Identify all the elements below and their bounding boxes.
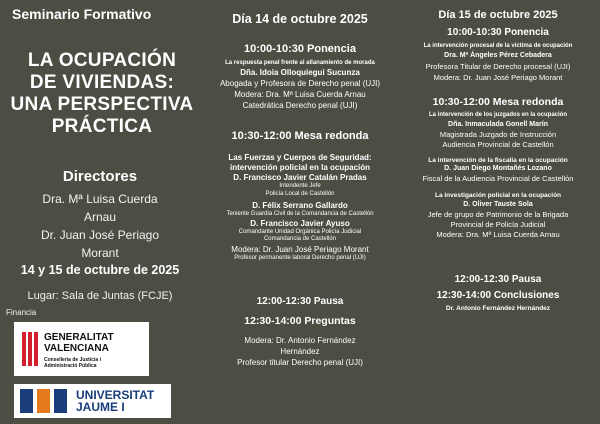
speaker-name: D. Juan Diego Montañés Lozano xyxy=(444,165,552,172)
title-line: DE VIVIENDAS: xyxy=(29,72,175,93)
uji-name-line: UNIVERSITAT xyxy=(76,388,155,402)
speaker-name: Dña. Inmaculada Gonell Marín xyxy=(448,120,548,128)
speaker-role: Intendente Jefe xyxy=(279,183,321,189)
moderator-name: Hernández xyxy=(280,347,320,356)
director-line: Dra. Mª Luisa Cuerda xyxy=(42,192,158,206)
moderator-name: Modera: Dr. Juan José Periago Morant xyxy=(231,244,369,254)
moderator-name: Modera: Dr. Antonio Fernández xyxy=(244,336,356,345)
seminar-label: Seminario Formativo xyxy=(12,6,152,22)
directors-list xyxy=(10,190,190,262)
day14-session1 xyxy=(204,43,396,111)
speaker-name: D. Félix Serrano Gallardo xyxy=(252,201,348,210)
director-line: Morant xyxy=(81,246,119,260)
gva-name-line: VALENCIANA xyxy=(44,343,109,354)
session-time: 12:00-12:30 Pausa xyxy=(454,274,542,285)
day15-session2 xyxy=(398,96,598,240)
session-time: 12:30-14:00 Conclusiones xyxy=(436,290,560,301)
title-line: LA OCUPACIÓN xyxy=(27,50,177,71)
talk-title: La respuesta penal frente al allanamiento de morada xyxy=(225,60,375,66)
talk-title: La intervención procesal de la víctima de ocupación xyxy=(423,43,573,49)
event-dates: 14 y 15 de octubre de 2025 xyxy=(20,263,180,277)
speaker-role: Profesora Titular de Derecho procesal (UJI) xyxy=(425,61,571,71)
moderator-name: Modera: Dr. Juan José Periago Morant xyxy=(433,72,563,82)
session-time: 10:30-12:00 Mesa redonda xyxy=(432,96,564,108)
gva-flag-icon xyxy=(22,332,38,366)
day15-header xyxy=(398,9,598,21)
uji-name-line: JAUME I xyxy=(76,400,125,414)
speaker-role: Magistrada Juzgado de Instrucción xyxy=(439,129,557,139)
speaker-role: Abogada y Profesora de Derecho penal (UJI) xyxy=(219,78,381,88)
event-location: Lugar: Sala de Juntas (FCJE) xyxy=(27,290,173,302)
speaker-role: Comandante Unidad Orgánica Policía Judicial xyxy=(238,228,362,235)
speaker-role: Audiencia Provincial de Castellón xyxy=(442,139,554,149)
day14-closing xyxy=(204,296,396,368)
directors-heading: Directores xyxy=(62,168,138,185)
panel-talk-title: La intervención de la fiscalía en la ocupación xyxy=(428,156,568,164)
session-time: 10:00-10:30 Ponencia xyxy=(244,43,356,55)
day15-header-text: Día 15 de octubre 2025 xyxy=(438,9,558,21)
session-time: 10:00-10:30 Ponencia xyxy=(447,27,549,38)
gva-dept-line: Conselleria de Justícia i xyxy=(44,357,101,363)
day14-header-text: Día 14 de octubre 2025 xyxy=(232,12,368,26)
session-time: 12:00-12:30 Pausa xyxy=(256,296,344,307)
uji-logo xyxy=(14,384,171,418)
speaker-role: Jefe de grupo de Patrimonio de la Brigada xyxy=(427,209,569,219)
speaker-role: Policía Local de Castellón xyxy=(265,190,335,197)
speaker-name: D. Francisco Javier Catalán Pradas xyxy=(233,173,367,182)
session-time: 10:30-12:00 Mesa redonda xyxy=(231,130,369,142)
event-title xyxy=(4,50,200,138)
moderator-name: Modera: Dra. Mª Luisa Cuerda Arnau xyxy=(234,89,366,99)
session-time: 12:30-14:00 Preguntas xyxy=(244,315,356,327)
director-line: Arnau xyxy=(83,210,117,224)
panel-talk-title: La intervención de los juzgados en la ocupación xyxy=(428,112,568,118)
moderator-name: Modera: Dra. Mª Luisa Cuerda Arnau xyxy=(436,229,560,239)
gva-name-line: GENERALITAT xyxy=(44,332,114,343)
day15-session1 xyxy=(398,27,598,83)
moderator-role: Catedrática Derecho penal (UJI) xyxy=(242,100,358,110)
generalitat-logo xyxy=(14,322,149,376)
speaker-role: Fiscal de la Audiencia Provincial de Castellón xyxy=(422,174,574,183)
panel-title: intervención policial en la ocupación xyxy=(229,163,371,172)
day14-session2 xyxy=(204,130,396,262)
speaker-role: Provincial de Policía Judicial xyxy=(450,219,546,229)
speaker-role: Comandancia de Castellón xyxy=(263,236,337,242)
uji-mark-icon xyxy=(20,389,68,413)
day15-closing xyxy=(398,274,598,313)
speaker-name: Dña. Idoia Olloquiegui Sucunza xyxy=(240,67,360,77)
title-line: UNA PERSPECTIVA xyxy=(10,94,194,115)
speaker-name: Dr. Antonio Fernández Hernández xyxy=(445,305,551,312)
gva-dept-line: Administració Pública xyxy=(44,363,97,369)
funding-label: Financia xyxy=(6,308,37,317)
day14-header xyxy=(204,12,396,26)
moderator-role: Profesor titular Derecho penal (UJI) xyxy=(237,358,363,367)
panel-talk-title: La investigación policial en la ocupación xyxy=(434,192,562,199)
speaker-name: D. Oliver Tauste Sola xyxy=(463,200,533,208)
director-line: Dr. Juan José Periago xyxy=(40,228,160,242)
moderator-role: Profesor permanente laboral Derecho penal (UJI) xyxy=(234,254,366,261)
title-line: PRÁCTICA xyxy=(51,116,153,137)
panel-title: Las Fuerzas y Cuerpos de Seguridad: xyxy=(228,153,372,162)
speaker-name: Dra. Mª Ángeles Pérez Cebadera xyxy=(444,51,552,59)
speaker-role: Teniente Guardia Civil de la Comandancia de Castellón xyxy=(226,211,374,217)
speaker-name: D. Francisco Javier Ayuso xyxy=(250,218,350,228)
